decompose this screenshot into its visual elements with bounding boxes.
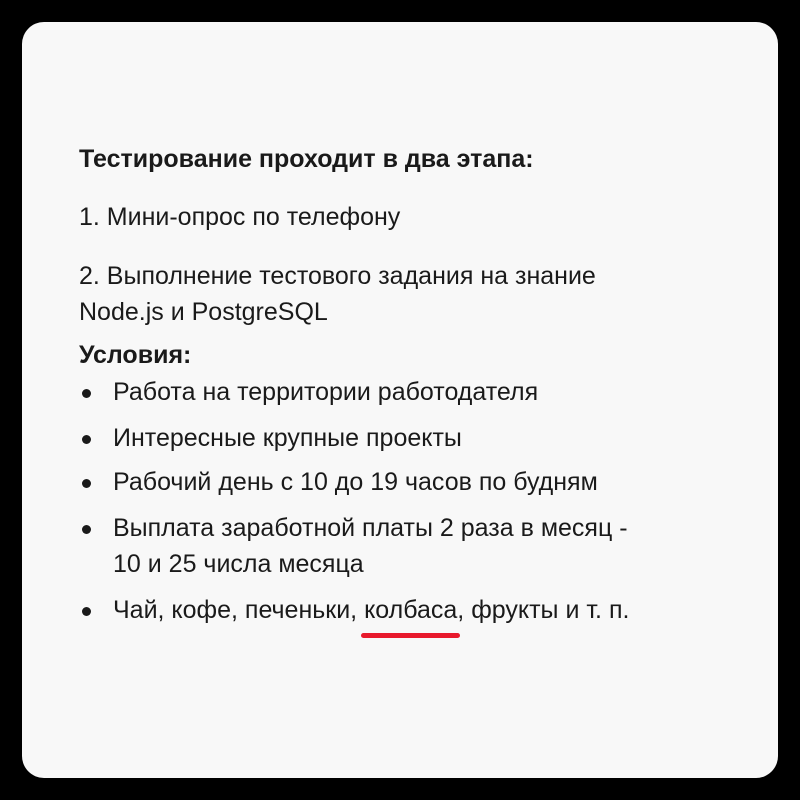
step-2-line-1: 2. Выполнение тестового задания на знание — [79, 262, 596, 290]
list-item-text-line-2: 10 и 25 числа месяца — [113, 550, 364, 578]
red-underline-mark — [361, 633, 460, 638]
list-item-text-line-1: Выплата заработной платы 2 раза в месяц - — [113, 514, 628, 542]
list-item-text-after: , фрукты и т. п. — [457, 596, 630, 624]
bullet-dot-icon — [82, 525, 91, 534]
list-item-text: Интересные крупные проекты — [113, 424, 462, 452]
content-card — [22, 22, 778, 778]
list-item-text: Рабочий день с 10 до 19 часов по будням — [113, 468, 598, 496]
step-2-line-2: Node.js и PostgreSQL — [79, 298, 328, 326]
bullet-dot-icon — [82, 389, 91, 398]
bullet-dot-icon — [82, 607, 91, 616]
list-item-text — [113, 592, 629, 628]
highlighted-word — [364, 592, 457, 628]
testing-heading: Тестирование проходит в два этапа: — [79, 145, 534, 173]
bullet-dot-icon — [82, 435, 91, 444]
bullet-dot-icon — [82, 479, 91, 488]
step-1-text: 1. Мини-опрос по телефону — [79, 203, 401, 231]
list-item-text-before: Чай, кофе, печеньки, — [113, 596, 365, 624]
highlighted-word-text: колбаса — [364, 596, 458, 624]
conditions-heading: Условия: — [79, 341, 192, 369]
list-item-text: Работа на территории работодателя — [113, 378, 539, 406]
